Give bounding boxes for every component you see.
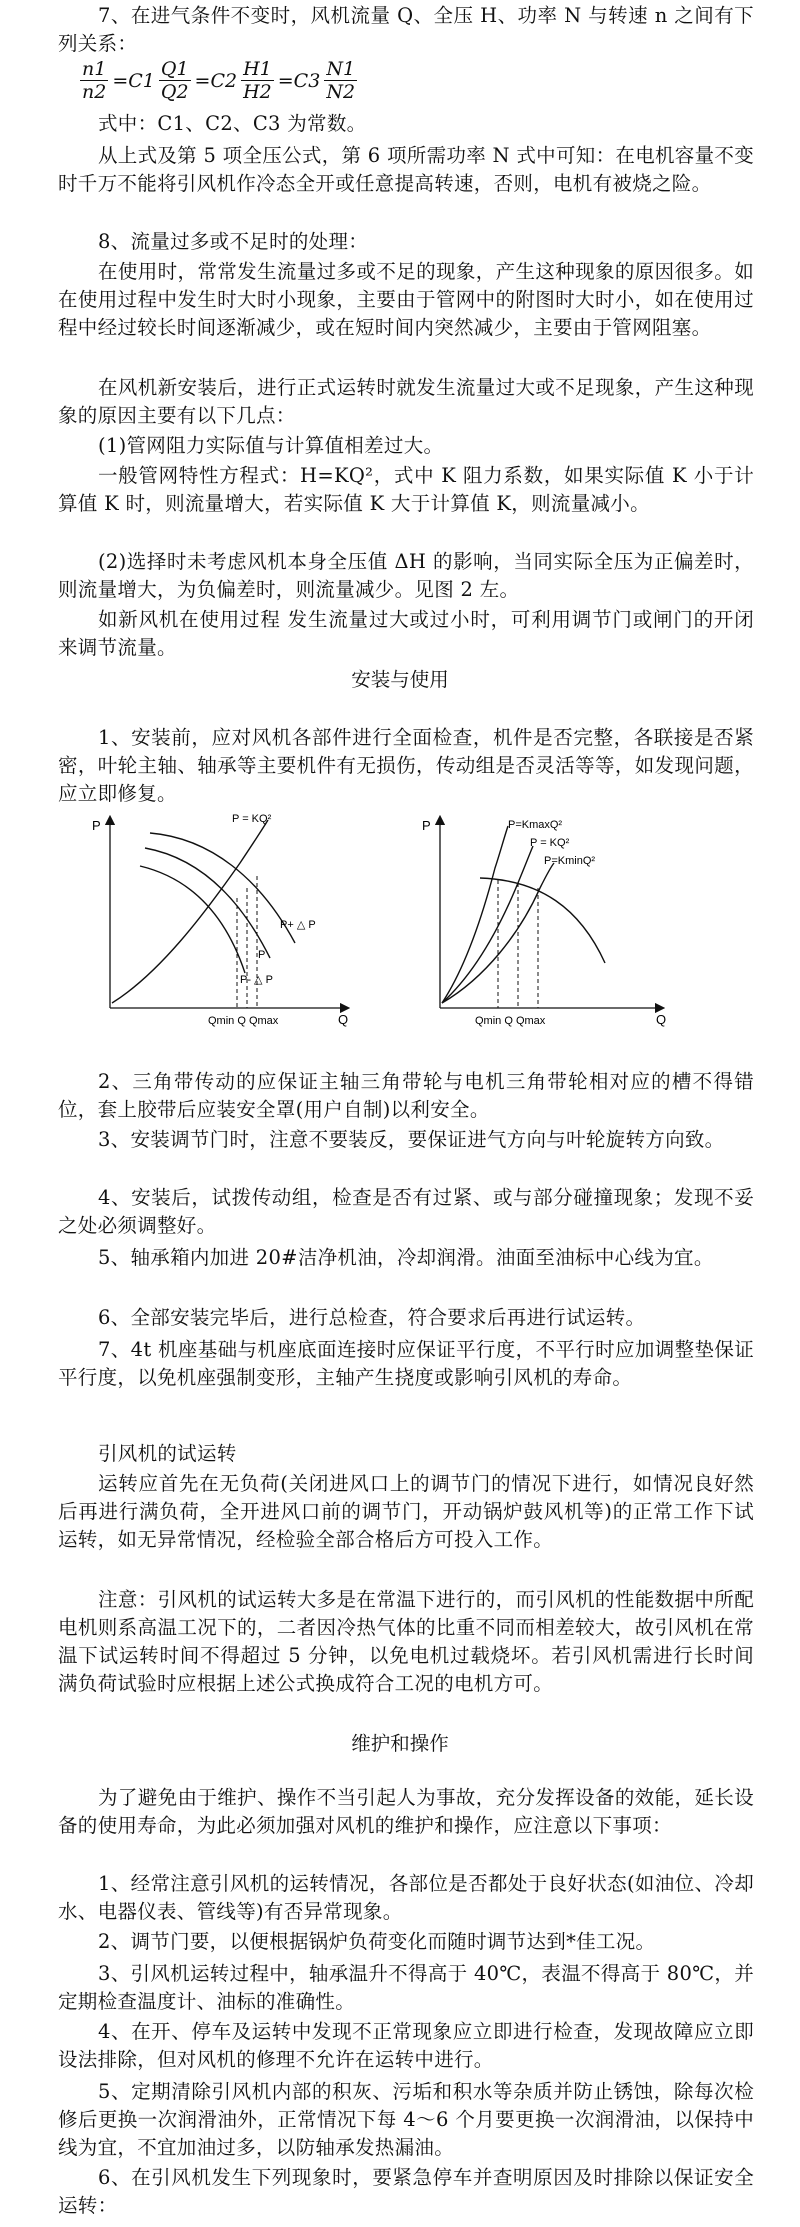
trial-run-p1: 运转应首先在无负荷(关闭进风口上的调节门的情况下进行，如情况良好然后再进行满负荷，全开进风口前的调节门，开动锅炉鼓风机等)的正常工作下试运转，如无异常情况，经检验全部合格后方可投入工作。 — [58, 1472, 754, 1551]
fraction-h: $\frac{H1}{H2}$ — [243, 58, 272, 103]
left-label-mid: P — [258, 949, 266, 961]
left-curve-mid — [145, 848, 270, 958]
para7-constants: 式中：C1、C2、C3 为常数。 — [97, 112, 367, 135]
install-step-5: 5、轴承箱内加进 20#洁净机油，冷却润滑。油面至油标中心线为宜。 — [97, 1246, 714, 1269]
fraction-q: $\frac{Q1}{Q2}$ — [160, 58, 189, 103]
speed-relation-formula: $\frac{n1}{n2}$ =C1 $\frac{Q1}{Q2}$ =C2 $\frac{H1}{H2}$ =C3 $\frac{N1}{N2}$ — [82, 58, 356, 103]
maintenance-intro: 为了避免由于维护、操作不当引起人为事故，充分发挥设备的效能，延长设备的使用寿命，为此必须加强对风机的维护和操作，应注意以下事项： — [58, 1786, 754, 1837]
left-tick-labels: Qmin Q Qmax — [208, 1015, 279, 1027]
right-y-axis-label: P — [422, 818, 431, 833]
install-step-1: 1、安装前，应对风机各部件进行全面检查，机件是否完整，各联接是否紧密，叶轮主轴、轴承等主要机件有无损伤，传动组是否灵活等等，如发现问题，应立即修复。 — [58, 726, 754, 805]
trial-run-title: 引风机的试运转 — [97, 1442, 237, 1465]
right-fan-curve — [480, 878, 605, 963]
para8-title: 8、流量过多或不足时的处理： — [97, 230, 369, 253]
para7-note: 从上式及第 5 项全压公式，第 6 项所需功率 N 式中可知：在电机容量不变时千万不能将引风机作冷态全开或任意提高转速，否则，电机有被烧之险。 — [58, 144, 754, 195]
left-label-plus: P+ △ P — [280, 919, 316, 931]
trial-run-p2: 注意：引风机的试运转大多是在常温下进行的，而引风机的性能数据中所配电机则系高温工况下的，二者因冷热气体的比重不同而相差较大，故引风机在常温下试运转时间不得超过 5 分钟，以免电机过载烧坏。若引风机需进行长时间满负荷试验时应根据上述公式换成符合工况的电机方可。 — [58, 1588, 754, 1695]
left-y-axis-label: P — [92, 818, 101, 833]
left-x-axis-label: Q — [338, 1012, 349, 1027]
para8-item1: (1)管网阻力实际值与计算值相差过大。 — [97, 434, 444, 457]
right-plot — [422, 818, 666, 1027]
install-step-6: 6、全部安装完毕后，进行总检查，符合要求后再进行试运转。 — [97, 1306, 646, 1329]
maintenance-item-6: 6、在引风机发生下列现象时，要紧急停车并查明原因及时排除以保证安全运转： — [58, 2166, 754, 2217]
para8-p3: 一般管网特性方程式：H=KQ²，式中 K 阻力系数，如果实际值 K 小于计算值 K 时，则流量增大，若实际值 K 大于计算值 K，则流量减小。 — [58, 464, 754, 515]
right-curve-kmax — [442, 826, 508, 1003]
para8-p1: 在使用时，常常发生流量过多或不足的现象，产生这种现象的原因很多。如在使用过程中发生时大时小现象，主要由于管网中的附图时大时小，如在使用过程中经过较长时间逐渐减少，或在短时间内突然减少，主要由于管网阻塞。 — [58, 260, 754, 339]
para8-item2: (2)选择时未考虑风机本身全压值 ΔH 的影响，当同实际全压为正偏差时，则流量增大，为负偏差时，则流量减少。见图 2 左。 — [58, 550, 754, 601]
right-x-axis-label: Q — [656, 1012, 667, 1027]
para8-p4: 如新风机在使用过程 发生流量过大或过小时，可利用调节门或闸门的开闭来调节流量。 — [58, 608, 754, 659]
right-tick-labels: Qmin Q Qmax — [475, 1015, 546, 1027]
install-step-3: 3、安装调节门时，注意不要装反，要保证进气方向与叶轮旋转方向致。 — [97, 1128, 725, 1151]
maintenance-item-1: 1、经常注意引风机的运转情况，各部位是否都处于良好状态(如油位、冷却水、电器仪表、管线等)有否异常现象。 — [58, 1872, 754, 1923]
left-plot — [92, 813, 348, 1027]
right-label-k: P = KQ² — [530, 837, 570, 849]
right-label-kmax: P=KmaxQ² — [508, 819, 563, 831]
install-step-4: 4、安装后，试拨传动组，检查是否有过紧、或与部分碰撞现象；发现不妥之处必须调整好。 — [58, 1186, 754, 1237]
maintenance-item-5: 5、定期清除引风机内部的积灰、污垢和积水等杂质并防止锈蚀，除每次检修后更换一次润滑油外，正常情况下每 4～6 个月要更换一次润滑油，以保持中线为宜，不宜加油过多，以防轴承发热漏油。 — [58, 2080, 754, 2159]
maintenance-item-4: 4、在开、停车及运转中发现不正常现象应立即进行检查，发现故障应立即设法排除，但对风机的修理不允许在运转中进行。 — [58, 2020, 754, 2071]
para8-p2: 在风机新安装后，进行正式运转时就发生流量过大或不足现象，产生这种现象的原因主要有以下几点： — [58, 376, 754, 427]
fan-curve-figure — [90, 808, 710, 1028]
fraction-n-power: $\frac{N1}{N2}$ — [326, 58, 356, 103]
left-curve-minus — [140, 866, 245, 973]
para7-intro: 7、在进气条件不变时，风机流量 Q、全压 H、功率 N 与转速 n 之间有下列关系： — [58, 4, 754, 55]
left-label-minus: P- △ P — [240, 974, 273, 986]
section-heading-maintenance: 维护和操作 — [351, 1732, 449, 1755]
install-step-2: 2、三角带传动的应保证主轴三角带轮与电机三角带轮相对应的槽不得错位，套上胶带后应装安全罩(用户自制)以利安全。 — [58, 1070, 754, 1121]
maintenance-item-3: 3、引风机运转过程中，轴承温升不得高于 40℃，表温不得高于 80℃，并定期检查温度计、油标的准确性。 — [58, 1962, 754, 2013]
fraction-n: $\frac{n1}{n2}$ — [82, 58, 107, 103]
install-step-7: 7、4t 机座基础与机座底面连接时应保证平行度，不平行时应加调整垫保证平行度，以免机座强制变形，主轴产生挠度或影响引风机的寿命。 — [58, 1338, 754, 1389]
left-label-system: P = KQ² — [232, 813, 272, 825]
maintenance-item-2: 2、调节门要，以便根据锅炉负荷变化而随时调节达到*佳工况。 — [97, 1930, 656, 1953]
section-heading-install: 安装与使用 — [351, 668, 449, 691]
right-label-kmin: P=KminQ² — [544, 855, 596, 867]
